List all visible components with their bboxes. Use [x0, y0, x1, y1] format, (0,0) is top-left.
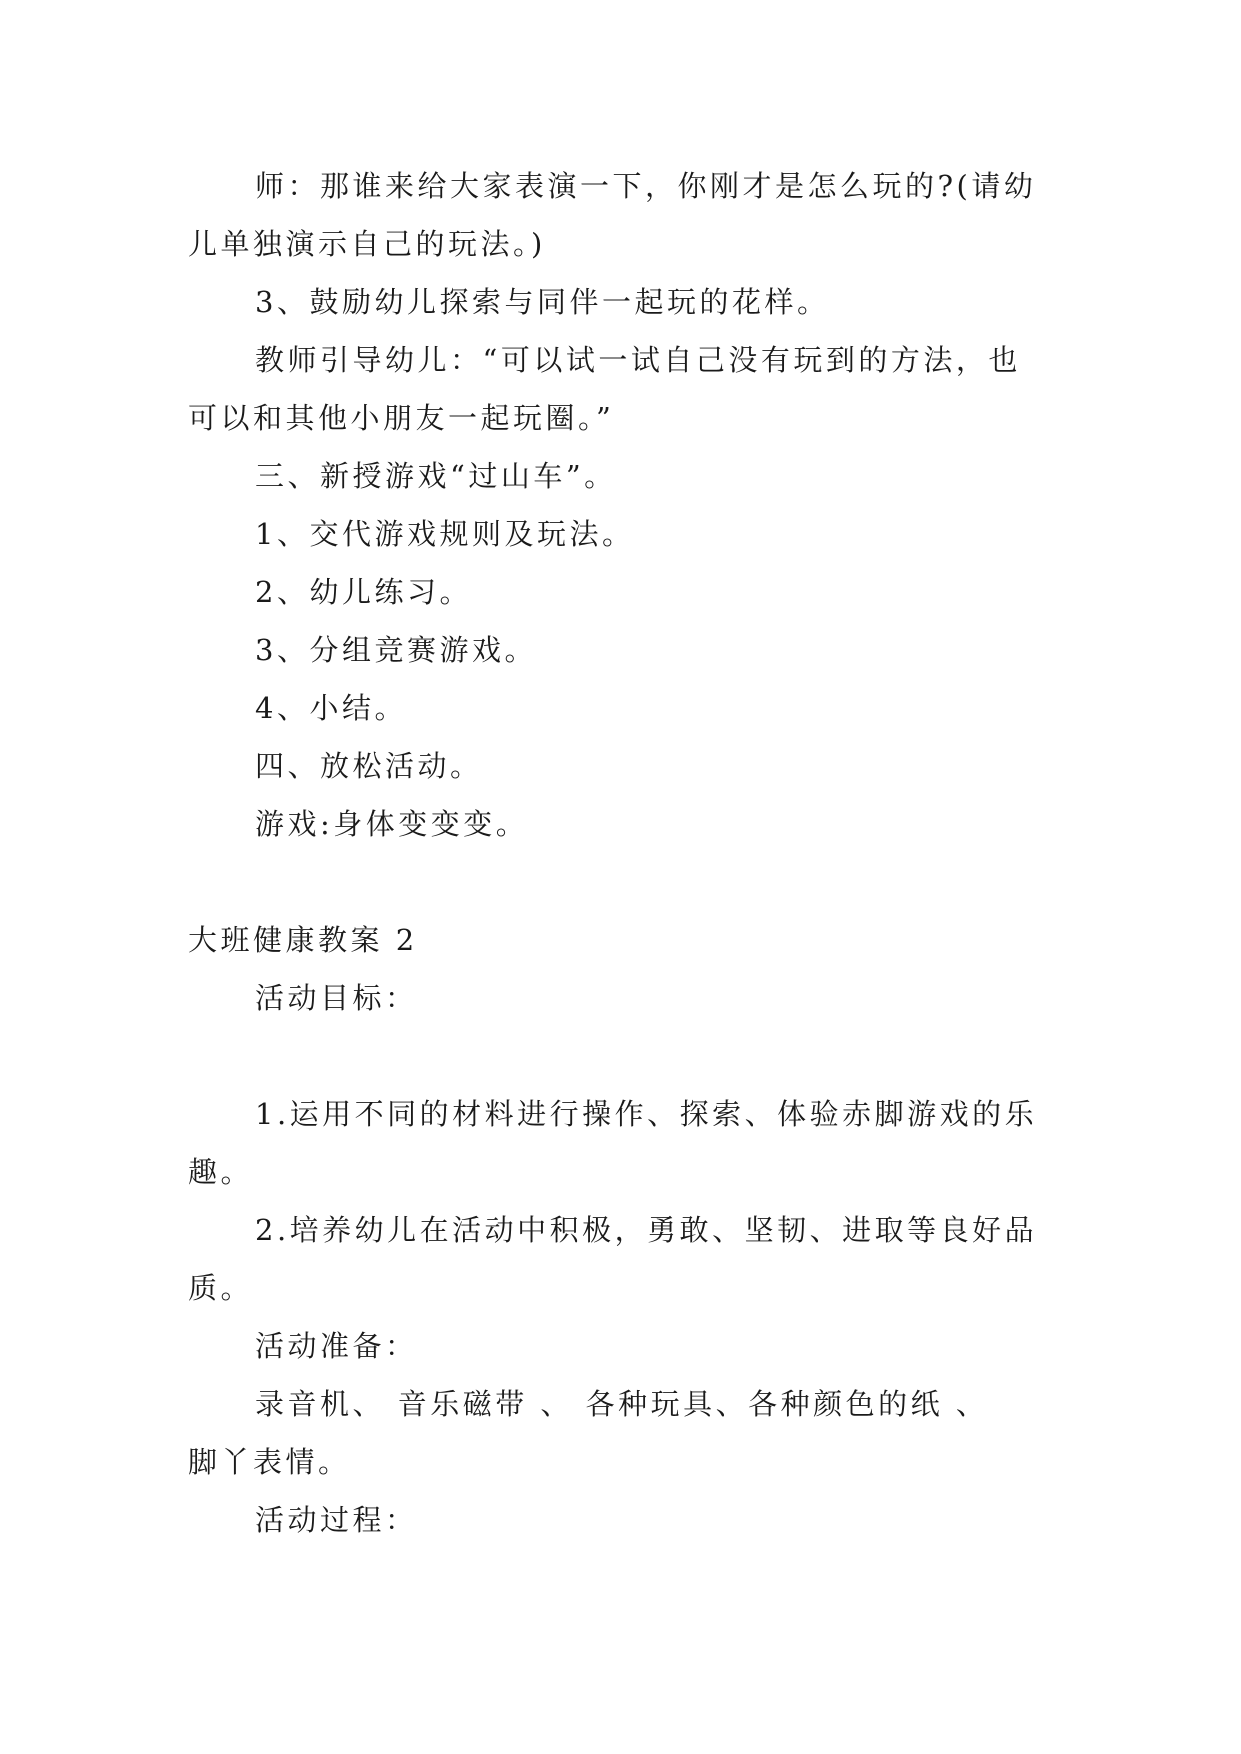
paragraph-line: 趣。	[188, 1155, 254, 1189]
list-item: 2.培养幼儿在活动中积极，勇敢、坚韧、进取等良好品	[255, 1213, 1038, 1247]
paragraph-line: 游戏:身体变变变。	[255, 807, 529, 841]
list-item: 1.运用不同的材料进行操作、探索、体验赤脚游戏的乐	[255, 1097, 1038, 1131]
paragraph-line: 师：那谁来给大家表演一下，你刚才是怎么玩的?(请幼	[255, 169, 1037, 203]
paragraph-line: 教师引导幼儿：“可以试一试自己没有玩到的方法，也	[255, 343, 1021, 377]
section-heading: 活动过程：	[255, 1503, 418, 1537]
paragraph-line: 脚丫表情。	[188, 1445, 351, 1479]
section-heading: 三、新授游戏“过山车”。	[255, 459, 617, 493]
list-item: 3、分组竞赛游戏。	[255, 633, 537, 667]
paragraph-line: 录音机、 音乐磁带 、 各种玩具、各种颜色的纸 、	[255, 1387, 989, 1421]
paragraph-line: 儿单独演示自己的玩法。)	[188, 227, 546, 261]
paragraph-line: 3、鼓励幼儿探索与同伴一起玩的花样。	[255, 285, 830, 319]
list-item: 4、小结。	[255, 691, 407, 725]
list-item: 1、交代游戏规则及玩法。	[255, 517, 635, 551]
list-item: 2、幼儿练习。	[255, 575, 472, 609]
section-heading: 四、放松活动。	[255, 749, 483, 783]
section-heading: 活动准备：	[255, 1329, 418, 1363]
paragraph-line: 可以和其他小朋友一起玩圈。”	[188, 401, 615, 435]
document-title: 大班健康教案 2	[188, 923, 418, 957]
paragraph-line: 质。	[188, 1271, 254, 1305]
section-heading: 活动目标：	[255, 981, 418, 1015]
